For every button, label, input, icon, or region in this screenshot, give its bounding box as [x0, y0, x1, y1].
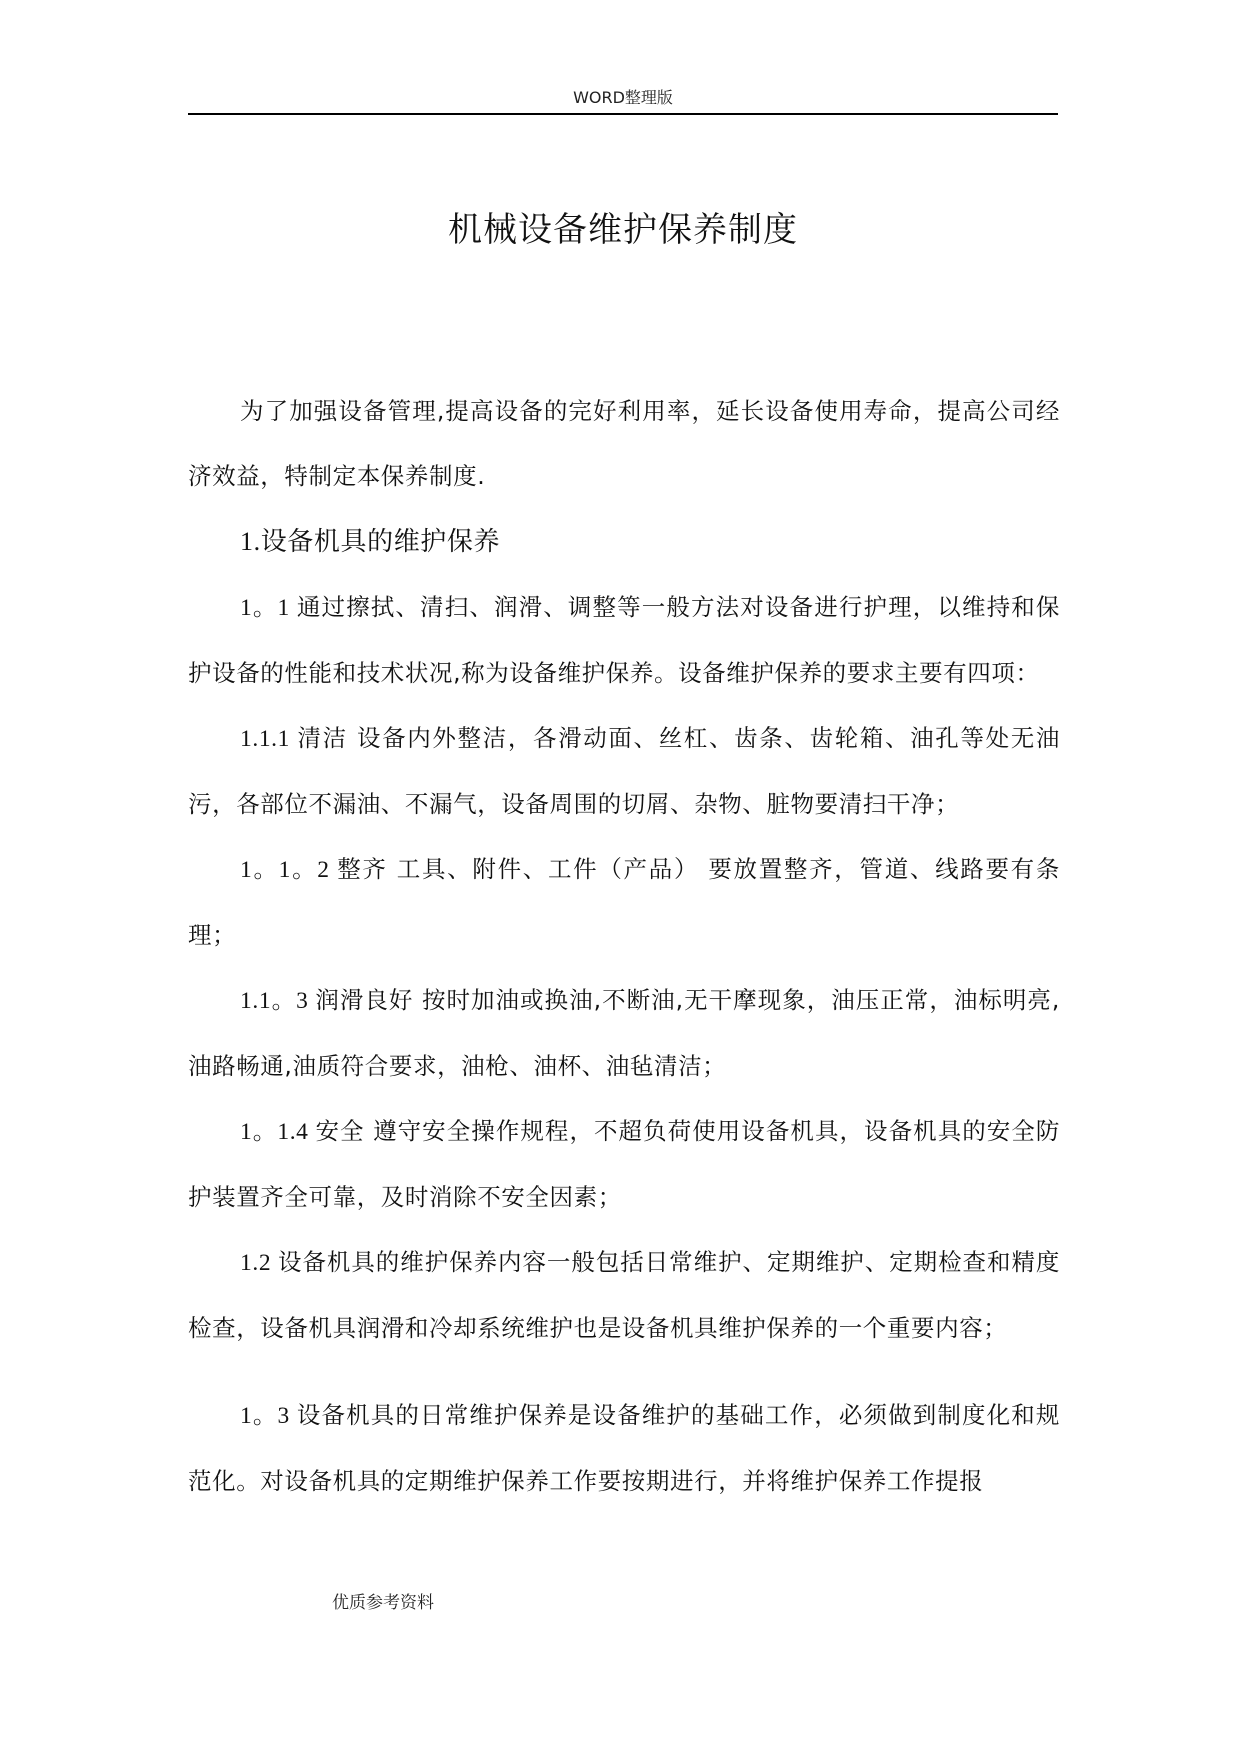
clause-number: 1.1.1 — [240, 726, 298, 752]
section-number: 1. — [240, 527, 261, 556]
document-title: 机械设备维护保养制度 — [448, 210, 798, 250]
page-footer: 优质参考资料 — [332, 1593, 434, 1613]
clause-paragraph — [188, 575, 1060, 706]
clause-paragraph — [188, 968, 1060, 1099]
paragraph-text: 设备机具的维护保养内容一般包括日常维护、定期维护、定期检查和精度检查，设备机具润滑和冷却系统维护也是设备机具维护保养的一个重要内容； — [188, 1248, 1060, 1342]
clause-number: 1.2 — [240, 1250, 278, 1276]
clause-paragraph — [188, 1230, 1060, 1361]
page-header: WORD整理版 — [573, 88, 673, 107]
clause-paragraph — [188, 1383, 1060, 1514]
paragraph-text: 设备机具的日常维护保养是设备维护的基础工作，必须做到制度化和规范化。对设备机具的定期维护保养工作要按期进行，并将维护保养工作提报 — [188, 1401, 1060, 1495]
paragraph-text: 润滑良好 按时加油或换油,不断油,无干摩现象，油压正常，油标明亮,油路畅通,油质符合要求，油枪、油杯、油毡清洁； — [188, 986, 1060, 1080]
intro-paragraph — [188, 379, 1060, 509]
clause-number: 1。1。2 — [240, 857, 338, 883]
clause-number: 1.1。3 — [240, 988, 316, 1014]
clause-number: 1。1 — [240, 595, 297, 621]
clause-number: 1。3 — [240, 1403, 297, 1429]
clause-number: 1。1.4 — [240, 1119, 316, 1145]
clause-paragraph — [188, 1099, 1060, 1230]
paragraph-text: 为了加强设备管理,提高设备的完好利用率，延长设备使用寿命，提高公司经济效益，特制定本保养制度. — [188, 397, 1060, 490]
section-heading-text: 设备机具的维护保养 — [260, 527, 501, 557]
header-divider — [188, 113, 1058, 115]
paragraph-text: 安全 遵守安全操作规程，不超负荷使用设备机具，设备机具的安全防护装置齐全可靠，及时消除不安全因素； — [188, 1117, 1060, 1211]
clause-paragraph — [188, 837, 1060, 968]
section-heading — [188, 509, 1060, 575]
paragraph-text: 清洁 设备内外整洁，各滑动面、丝杠、齿条、齿轮箱、油孔等处无油污，各部位不漏油、不漏气，设备周围的切屑、杂物、脏物要清扫干净； — [188, 724, 1060, 818]
clause-paragraph — [188, 706, 1060, 837]
document-body — [188, 379, 1060, 1514]
paragraph-text: 通过擦拭、清扫、润滑、调整等一般方法对设备进行护理，以维持和保护设备的性能和技术状况,称为设备维护保养。设备维护保养的要求主要有四项： — [188, 593, 1060, 687]
paragraph-text: 整齐 工具、附件、工件（产品） 要放置整齐，管道、线路要有条理； — [188, 855, 1060, 949]
